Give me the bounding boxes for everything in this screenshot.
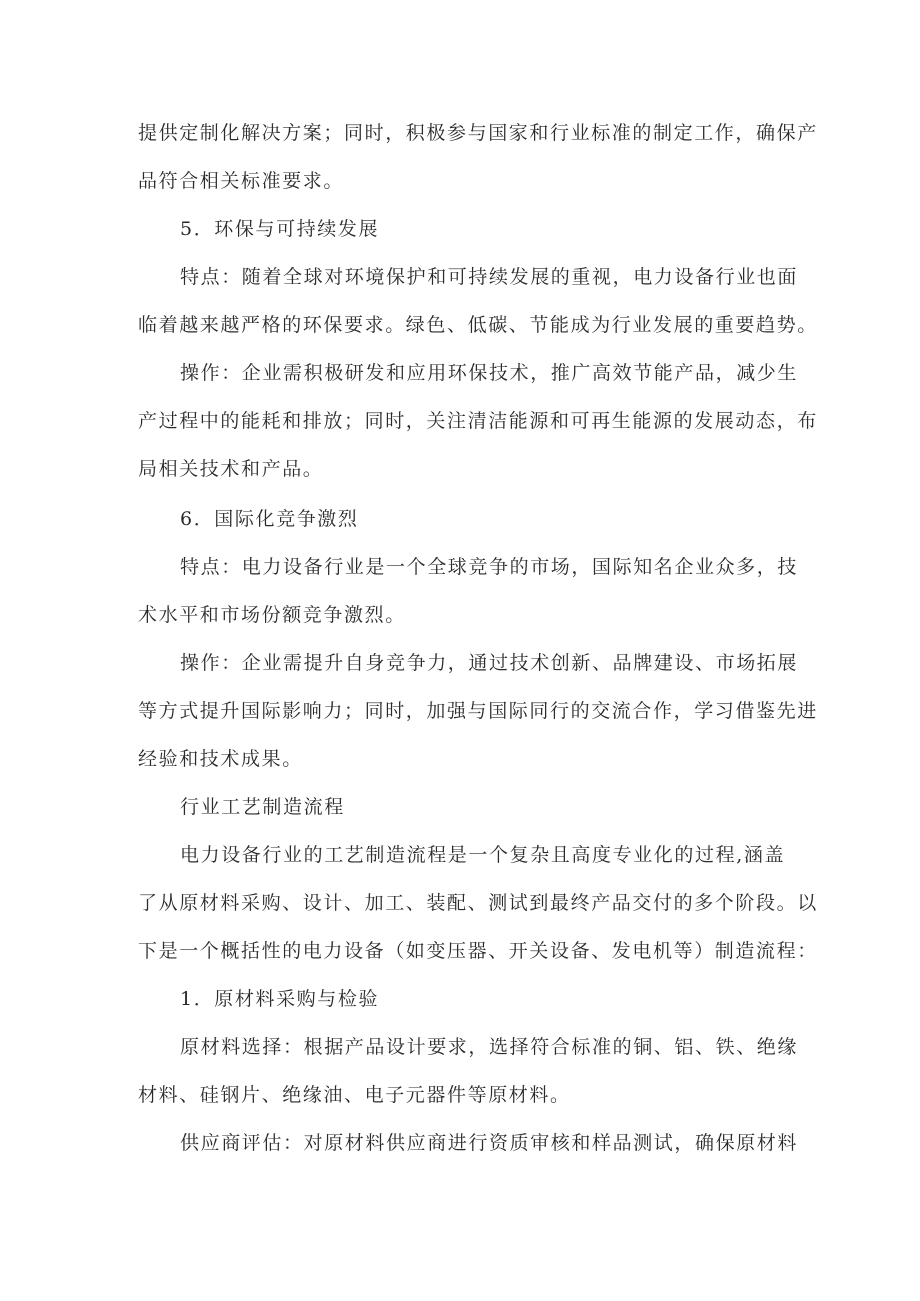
section-heading: 1．原材料采购与检验 [180, 988, 380, 1010]
paragraph-line: 术水平和市场份额竞争激烈。 [138, 604, 406, 626]
paragraph-line: 操作：企业需积极研发和应用环保技术，推广高效节能产品，减少生 [180, 362, 799, 384]
paragraph-line: 特点：电力设备行业是一个全球竞争的市场，国际知名企业众多，技 [180, 556, 799, 578]
section-heading: 5．环保与可持续发展 [180, 218, 380, 240]
paragraph-line: 临着越来越严格的环保要求。绿色、低碳、节能成为行业发展的重要趋势。 [138, 314, 818, 336]
section-heading: 6．国际化竞争激烈 [180, 508, 359, 530]
paragraph-line: 局相关技术和产品。 [138, 458, 324, 480]
paragraph-line: 提供定制化解决方案；同时，积极参与国家和行业标准的制定工作，确保产 [138, 122, 818, 144]
paragraph-line: 原材料选择：根据产品设计要求，选择符合标准的铜、铝、铁、绝缘 [180, 1036, 799, 1058]
paragraph-line: 电力设备行业的工艺制造流程是一个复杂且高度专业化的过程,涵盖 [180, 844, 786, 866]
paragraph-line: 特点：随着全球对环境保护和可持续发展的重视，电力设备行业也面 [180, 266, 799, 288]
paragraph-line: 等方式提升国际影响力；同时，加强与国际同行的交流合作，学习借鉴先进 [138, 700, 818, 722]
paragraph-line: 材料、硅钢片、绝缘油、电子元器件等原材料。 [138, 1084, 571, 1106]
paragraph-line: 品符合相关标准要求。 [138, 170, 345, 192]
paragraph-line: 经验和技术成果。 [138, 748, 303, 770]
paragraph-line: 供应商评估：对原材料供应商进行资质审核和样品测试，确保原材料 [180, 1132, 799, 1154]
paragraph-line: 操作：企业需提升自身竞争力，通过技术创新、品牌建设、市场拓展 [180, 652, 799, 674]
paragraph-line: 产过程中的能耗和排放；同时，关注清洁能源和可再生能源的发展动态，布 [138, 410, 818, 432]
paragraph-line: 下是一个概括性的电力设备（如变压器、开关设备、发电机等）制造流程： [138, 940, 818, 962]
section-heading: 行业工艺制造流程 [180, 796, 345, 818]
paragraph-line: 了从原材料采购、设计、加工、装配、测试到最终产品交付的多个阶段。以 [138, 892, 818, 914]
